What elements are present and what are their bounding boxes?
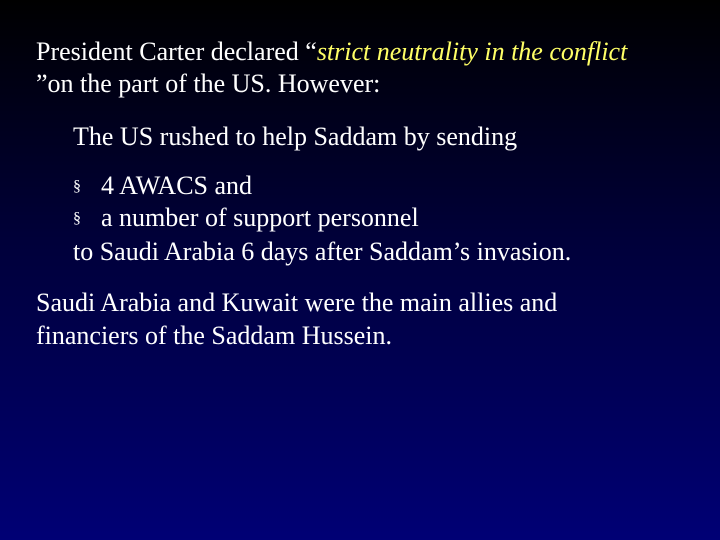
bullets-tail: to Saudi Arabia 6 days after Saddam’s invasion. bbox=[73, 237, 572, 266]
sub-heading: The US rushed to help Saddam by sending bbox=[73, 122, 518, 151]
intro-prefix: President Carter declared “ bbox=[36, 37, 317, 66]
bullet-item-personnel bbox=[73, 202, 419, 235]
emphasis-quote: strict neutrality in the conflict bbox=[316, 37, 628, 66]
bullet-marker-icon: § bbox=[73, 178, 81, 195]
intro-line-2: ”on the part of the US. However: bbox=[36, 69, 381, 98]
bullet-item-awacs bbox=[73, 170, 252, 203]
bullet-text: 4 AWACS and bbox=[101, 171, 253, 200]
bullet-marker-icon: § bbox=[73, 210, 81, 227]
bullet-text: a number of support personnel bbox=[101, 203, 419, 232]
intro-line-1 bbox=[36, 36, 627, 68]
closing-line-2: financiers of the Saddam Hussein. bbox=[36, 321, 392, 350]
closing-line-1: Saudi Arabia and Kuwait were the main allies and bbox=[36, 288, 558, 317]
